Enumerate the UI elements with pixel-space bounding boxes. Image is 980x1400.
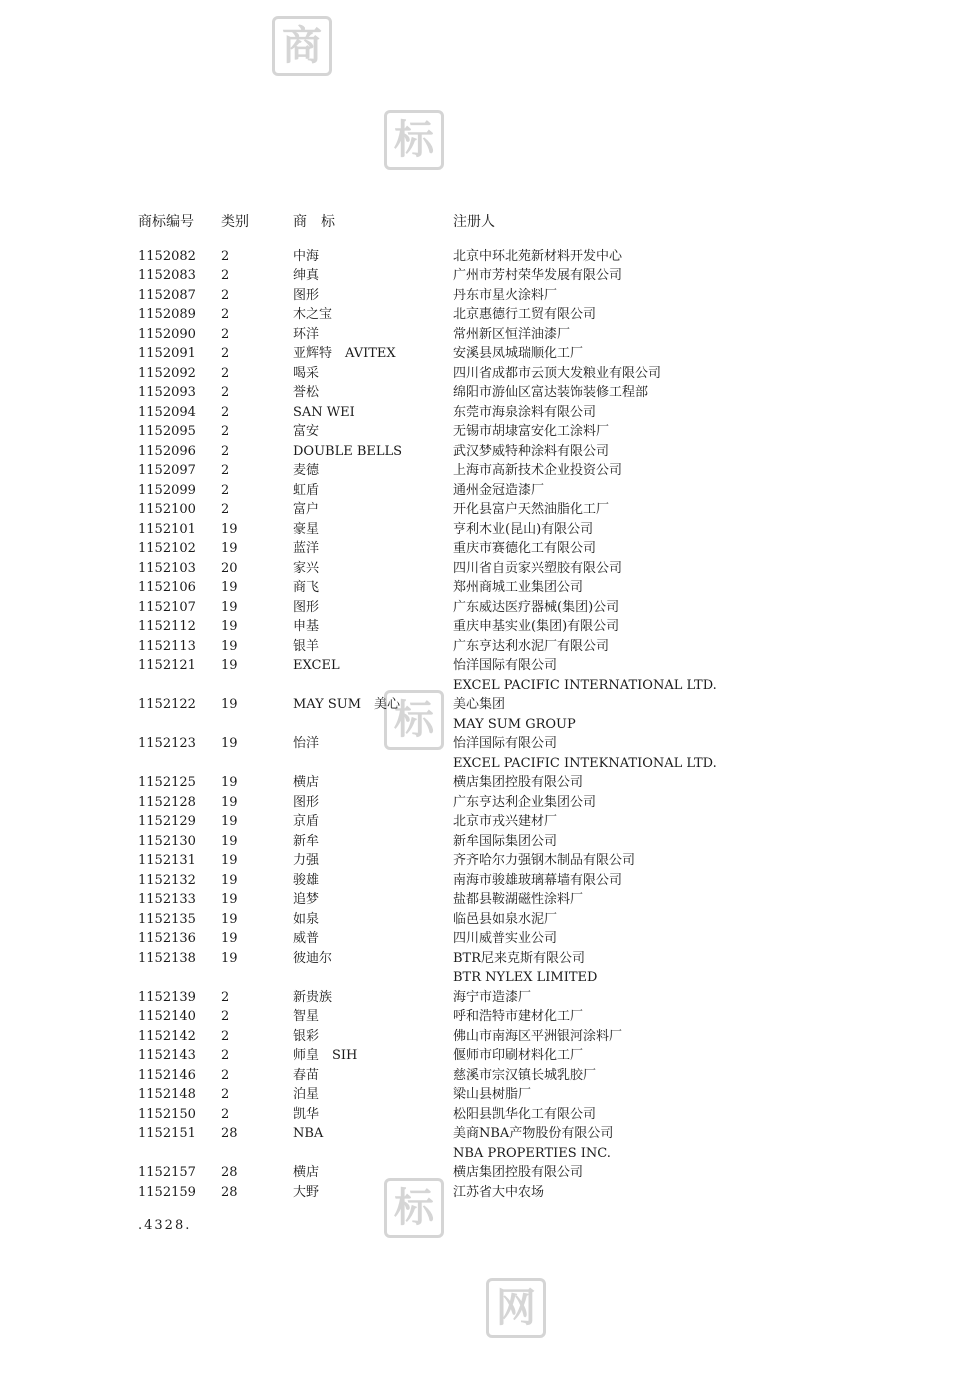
table-row — [138, 988, 858, 1008]
registrant-name: 怡洋国际有限公司 — [453, 658, 558, 673]
trademark-class: 2 — [221, 1048, 230, 1063]
trademark-number: 1152107 — [138, 599, 196, 615]
table-row — [138, 695, 858, 715]
trademark-name: 彼迪尔 — [293, 950, 333, 966]
table-row — [138, 851, 858, 871]
trademark-name: 图形 — [293, 287, 320, 303]
registrant-name: 无锡市胡埭富安化工涂料厂 — [453, 424, 610, 439]
table-row — [138, 676, 858, 696]
trademark-class: 2 — [221, 268, 230, 283]
table-row — [138, 247, 858, 267]
registrant-name: 广州市芳村荣华发展有限公司 — [453, 268, 623, 283]
registrant-name: 北京中环北苑新材料开发中心 — [453, 248, 623, 264]
trademark-number: 1152102 — [138, 541, 196, 556]
registrant-name: 慈溪市宗汉镇长城乳胶厂 — [453, 1067, 597, 1083]
trademark-class: 2 — [221, 1087, 230, 1102]
trademark-name: 春苗 — [293, 1067, 320, 1083]
table-row — [138, 1183, 858, 1203]
trademark-name: 横店 — [293, 775, 320, 790]
trademark-number: 1152094 — [138, 404, 196, 420]
table-row — [138, 1144, 858, 1164]
trademark-class: 19 — [221, 775, 238, 790]
table-row — [138, 305, 858, 325]
trademark-name: 骏雄 — [293, 872, 320, 888]
trademark-name: 银彩 — [293, 1028, 320, 1044]
trademark-name: 家兴 — [293, 560, 320, 576]
trademark-number: 1152087 — [138, 287, 196, 303]
registrant-name: 绵阳市游仙区富达装饰装修工程部 — [453, 385, 649, 400]
trademark-class: 2 — [221, 307, 230, 322]
table-row — [138, 910, 858, 930]
registrant-name: BTR NYLEX LIMITED — [453, 970, 598, 985]
trademark-name — [293, 715, 453, 735]
trademark-class: 19 — [221, 911, 238, 927]
trademark-number — [138, 968, 221, 988]
trademark-class: 2 — [221, 1009, 230, 1024]
trademark-class: 20 — [221, 560, 238, 576]
trademark-number: 1152142 — [138, 1028, 196, 1044]
trademark-name: 大野 — [293, 1184, 320, 1200]
registrant-name: 东莞市海泉涂料有限公司 — [453, 404, 597, 420]
table-row — [138, 383, 858, 403]
table-row — [138, 890, 858, 910]
trademark-number: 1152100 — [138, 502, 196, 517]
table-row — [138, 1027, 858, 1047]
page-number: .4328. — [138, 1218, 192, 1233]
trademark-name — [293, 1144, 453, 1164]
registrant-name: 新牟国际集团公司 — [453, 833, 558, 849]
registrant-name: MAY SUM GROUP — [453, 716, 576, 732]
table-row — [138, 1007, 858, 1027]
trademark-number: 1152106 — [138, 580, 196, 595]
trademark-number: 1152136 — [138, 931, 196, 946]
trademark-number: 1152135 — [138, 911, 196, 927]
registrant-name: 盐都县鞍湖磁性涂料厂 — [453, 892, 584, 907]
table-row — [138, 1085, 858, 1105]
registrant-name: 亨利木业(昆山)有限公司 — [453, 521, 594, 537]
trademark-class: 19 — [221, 892, 238, 907]
table-row — [138, 403, 858, 423]
table-body — [138, 247, 858, 1203]
table-row — [138, 325, 858, 345]
trademark-number: 1152143 — [138, 1048, 196, 1063]
registrant-name: 临邑县如泉水泥厂 — [453, 911, 558, 927]
trademark-class: 2 — [221, 346, 230, 361]
trademark-number: 1152140 — [138, 1009, 196, 1024]
table-row — [138, 1124, 858, 1144]
registrant-name: 梁山县树脂厂 — [453, 1087, 532, 1102]
trademark-number — [138, 754, 221, 774]
trademark-class: 19 — [221, 697, 238, 712]
registrant-name: 四川省自贡家兴塑胶有限公司 — [453, 560, 623, 576]
table-row — [138, 617, 858, 637]
registrant-name: 齐齐哈尔力强钢木制品有限公司 — [453, 853, 636, 868]
trademark-name: 喝采 — [293, 365, 320, 381]
trademark-class: 2 — [221, 463, 230, 478]
trademark-number — [138, 1144, 221, 1164]
trademark-class — [221, 676, 293, 696]
registrant-name: 广东威达医疗器械(集团)公司 — [453, 599, 620, 615]
registrant-name: 江苏省大中农场 — [453, 1184, 545, 1200]
trademark-class: 28 — [221, 1126, 238, 1141]
registrant-name: 四川省成都市云顶大发粮业有限公司 — [453, 365, 662, 381]
registrant-name: 武汉梦威特种涂料有限公司 — [453, 443, 610, 459]
watermark-biao-icon: 标 — [384, 690, 444, 750]
trademark-table — [138, 213, 858, 1202]
registrant-name: 佛山市南海区平洲银河涂料厂 — [453, 1028, 623, 1044]
registrant-name: 北京市戎兴建材厂 — [453, 814, 558, 829]
trademark-number: 1152130 — [138, 833, 196, 849]
trademark-name: 商飞 — [293, 580, 320, 595]
trademark-class: 19 — [221, 599, 238, 615]
table-header — [138, 213, 858, 233]
registrant-name: 横店集团控股有限公司 — [453, 1165, 584, 1180]
registrant-name: 丹东市星火涂料厂 — [453, 287, 558, 303]
table-row — [138, 1163, 858, 1183]
registrant-name: 常州新区恒洋油漆厂 — [453, 326, 571, 342]
registrant-name: BTR尼来克斯有限公司 — [453, 950, 586, 966]
watermark-biao-icon: 标 — [384, 110, 444, 170]
trademark-name: 威普 — [293, 931, 320, 946]
trademark-class: 28 — [221, 1165, 238, 1180]
trademark-name: 蓝洋 — [293, 541, 320, 556]
trademark-name — [293, 968, 453, 988]
trademark-number: 1152112 — [138, 619, 196, 634]
table-row — [138, 520, 858, 540]
table-row — [138, 637, 858, 657]
trademark-name: 银羊 — [293, 638, 320, 654]
trademark-number: 1152123 — [138, 736, 196, 751]
header-number: 商标编号 — [138, 214, 194, 230]
trademark-class: 2 — [221, 443, 230, 459]
registrant-name: 南海市骏雄玻璃幕墙有限公司 — [453, 872, 623, 888]
trademark-class: 19 — [221, 541, 238, 556]
trademark-name: SAN WEI — [293, 404, 355, 420]
trademark-name: 绅真 — [293, 268, 320, 283]
registrant-name: 安溪县凤城瑞顺化工厂 — [453, 346, 584, 361]
table-row — [138, 949, 858, 969]
header-class: 类别 — [221, 214, 249, 230]
registrant-name: EXCEL PACIFIC INTERNATIONAL LTD. — [453, 677, 717, 693]
watermark-wang-icon: 网 — [486, 1278, 546, 1338]
trademark-number: 1152146 — [138, 1067, 196, 1083]
table-row — [138, 539, 858, 559]
trademark-class: 2 — [221, 424, 230, 439]
trademark-number: 1152082 — [138, 248, 196, 264]
table-row — [138, 598, 858, 618]
trademark-class: 2 — [221, 385, 230, 400]
trademark-class: 2 — [221, 1106, 230, 1122]
trademark-name: 横店 — [293, 1165, 320, 1180]
trademark-name: 智星 — [293, 1009, 320, 1024]
registrant-name: 广东亨达利水泥厂有限公司 — [453, 638, 610, 654]
registrant-name: 美商NBA产物股份有限公司 — [453, 1126, 614, 1141]
trademark-name: 富安 — [293, 424, 320, 439]
trademark-class: 28 — [221, 1184, 238, 1200]
trademark-name: 申基 — [293, 619, 320, 634]
trademark-number: 1152133 — [138, 892, 196, 907]
table-row — [138, 500, 858, 520]
registrant-name: 横店集团控股有限公司 — [453, 775, 584, 790]
trademark-name — [293, 676, 453, 696]
trademark-number: 1152150 — [138, 1106, 196, 1122]
trademark-class: 19 — [221, 736, 238, 751]
trademark-number: 1152099 — [138, 482, 196, 498]
trademark-name: 誉松 — [293, 385, 320, 400]
trademark-name: 麦德 — [293, 463, 320, 478]
trademark-name: 新贵族 — [293, 989, 333, 1005]
trademark-class — [221, 754, 293, 774]
trademark-class: 2 — [221, 404, 230, 420]
trademark-number: 1152148 — [138, 1087, 196, 1102]
trademark-name: 富户 — [293, 502, 320, 517]
trademark-number: 1152095 — [138, 424, 196, 439]
trademark-class: 2 — [221, 502, 230, 517]
trademark-number: 1152139 — [138, 989, 196, 1005]
registrant-name: 通州金冠造漆厂 — [453, 482, 545, 498]
trademark-class — [221, 1144, 293, 1164]
trademark-name: 豪星 — [293, 521, 320, 537]
trademark-number: 1152092 — [138, 365, 196, 381]
trademark-class: 2 — [221, 365, 230, 381]
trademark-class: 19 — [221, 521, 238, 537]
trademark-number: 1152157 — [138, 1165, 196, 1180]
header-mark: 商 标 — [293, 214, 335, 230]
trademark-class: 2 — [221, 482, 230, 498]
watermark-shang-icon: 商 — [272, 16, 332, 76]
registrant-name: 怡洋国际有限公司 — [453, 736, 558, 751]
header-registrant: 注册人 — [453, 214, 495, 230]
trademark-number: 1152132 — [138, 872, 196, 888]
trademark-number: 1152101 — [138, 521, 196, 537]
trademark-class: 2 — [221, 1067, 230, 1083]
table-row — [138, 422, 858, 442]
trademark-name — [293, 754, 453, 774]
trademark-number: 1152089 — [138, 307, 196, 322]
trademark-class: 19 — [221, 619, 238, 634]
table-row — [138, 481, 858, 501]
trademark-class: 2 — [221, 1028, 230, 1044]
table-row — [138, 734, 858, 754]
table-row — [138, 266, 858, 286]
table-row — [138, 1066, 858, 1086]
trademark-number: 1152129 — [138, 814, 196, 829]
trademark-name: 如泉 — [293, 911, 320, 927]
trademark-class: 19 — [221, 658, 238, 673]
trademark-class: 2 — [221, 248, 230, 264]
table-row — [138, 1046, 858, 1066]
registrant-name: 偃师市印刷材料化工厂 — [453, 1048, 584, 1063]
registrant-name: 北京惠德行工贸有限公司 — [453, 307, 597, 322]
trademark-number: 1152121 — [138, 658, 196, 673]
trademark-class: 19 — [221, 950, 238, 966]
trademark-class: 19 — [221, 931, 238, 946]
trademark-number: 1152151 — [138, 1126, 196, 1141]
table-row — [138, 1105, 858, 1125]
trademark-name: 凯华 — [293, 1106, 320, 1122]
trademark-name: MAY SUM 美心 — [293, 697, 401, 712]
trademark-class: 19 — [221, 853, 238, 868]
trademark-name: 追梦 — [293, 892, 320, 907]
trademark-class: 2 — [221, 989, 230, 1005]
trademark-name: 力强 — [293, 853, 320, 868]
trademark-number: 1152103 — [138, 560, 196, 576]
trademark-name: 怡洋 — [293, 736, 320, 751]
trademark-name: 京盾 — [293, 814, 320, 829]
table-row — [138, 968, 858, 988]
table-row — [138, 715, 858, 735]
registrant-name: 上海市高新技术企业投资公司 — [453, 463, 623, 478]
trademark-number: 1152096 — [138, 443, 196, 459]
trademark-name: NBA — [293, 1126, 324, 1141]
trademark-number: 1152090 — [138, 326, 196, 342]
trademark-number: 1152122 — [138, 697, 196, 712]
trademark-name: 环洋 — [293, 326, 320, 342]
trademark-name: 中海 — [293, 248, 320, 264]
trademark-class — [221, 715, 293, 735]
trademark-number: 1152138 — [138, 950, 196, 966]
table-row — [138, 832, 858, 852]
trademark-name: 师皇 SIH — [293, 1048, 358, 1063]
trademark-name: 木之宝 — [293, 307, 333, 322]
table-row — [138, 656, 858, 676]
table-row — [138, 442, 858, 462]
table-row — [138, 754, 858, 774]
table-row — [138, 364, 858, 384]
registrant-name: 四川威普实业公司 — [453, 931, 558, 946]
trademark-name: 图形 — [293, 794, 320, 810]
trademark-class: 19 — [221, 872, 238, 888]
trademark-number: 1152125 — [138, 775, 196, 790]
trademark-name: 虹盾 — [293, 482, 320, 498]
trademark-number — [138, 676, 221, 696]
registrant-name: 海宁市造漆厂 — [453, 989, 532, 1005]
trademark-number: 1152083 — [138, 268, 196, 283]
trademark-name: 新牟 — [293, 833, 320, 849]
trademark-number: 1152159 — [138, 1184, 196, 1200]
trademark-number: 1152128 — [138, 794, 196, 810]
trademark-class: 2 — [221, 326, 230, 342]
trademark-class: 19 — [221, 638, 238, 654]
trademark-name: 亚辉特 AVITEX — [293, 346, 396, 361]
trademark-number: 1152093 — [138, 385, 196, 400]
registrant-name: 开化县富户天然油脂化工厂 — [453, 502, 610, 517]
table-row — [138, 929, 858, 949]
trademark-class: 19 — [221, 580, 238, 595]
registrant-name: 重庆申基实业(集团)有限公司 — [453, 619, 620, 634]
trademark-class: 19 — [221, 794, 238, 810]
table-row — [138, 461, 858, 481]
table-row — [138, 793, 858, 813]
table-row — [138, 559, 858, 579]
table-row — [138, 286, 858, 306]
registrant-name: 呼和浩特市建材化工厂 — [453, 1009, 584, 1024]
table-row — [138, 773, 858, 793]
trademark-number: 1152113 — [138, 638, 196, 654]
registrant-name: 郑州商城工业集团公司 — [453, 580, 584, 595]
trademark-name: 泊星 — [293, 1087, 320, 1102]
registrant-name: 美心集团 — [453, 697, 506, 712]
table-row — [138, 578, 858, 598]
trademark-name: EXCEL — [293, 658, 340, 673]
registrant-name: EXCEL PACIFIC INTEKNATIONAL LTD. — [453, 755, 717, 771]
registrant-name: 广东亨达利企业集团公司 — [453, 794, 597, 810]
trademark-class: 19 — [221, 833, 238, 849]
trademark-name: DOUBLE BELLS — [293, 443, 403, 459]
trademark-number — [138, 715, 221, 735]
table-row — [138, 344, 858, 364]
watermark-biao-icon: 标 — [384, 1178, 444, 1238]
trademark-class — [221, 968, 293, 988]
trademark-class: 2 — [221, 287, 230, 303]
registrant-name: 松阳县凯华化工有限公司 — [453, 1106, 597, 1122]
trademark-name: 图形 — [293, 599, 320, 615]
trademark-number: 1152097 — [138, 463, 196, 478]
trademark-class: 19 — [221, 814, 238, 829]
table-row — [138, 812, 858, 832]
registrant-name: 重庆市赛德化工有限公司 — [453, 541, 597, 556]
registrant-name: NBA PROPERTIES INC. — [453, 1145, 611, 1161]
trademark-number: 1152131 — [138, 853, 196, 868]
trademark-number: 1152091 — [138, 346, 196, 361]
table-row — [138, 871, 858, 891]
